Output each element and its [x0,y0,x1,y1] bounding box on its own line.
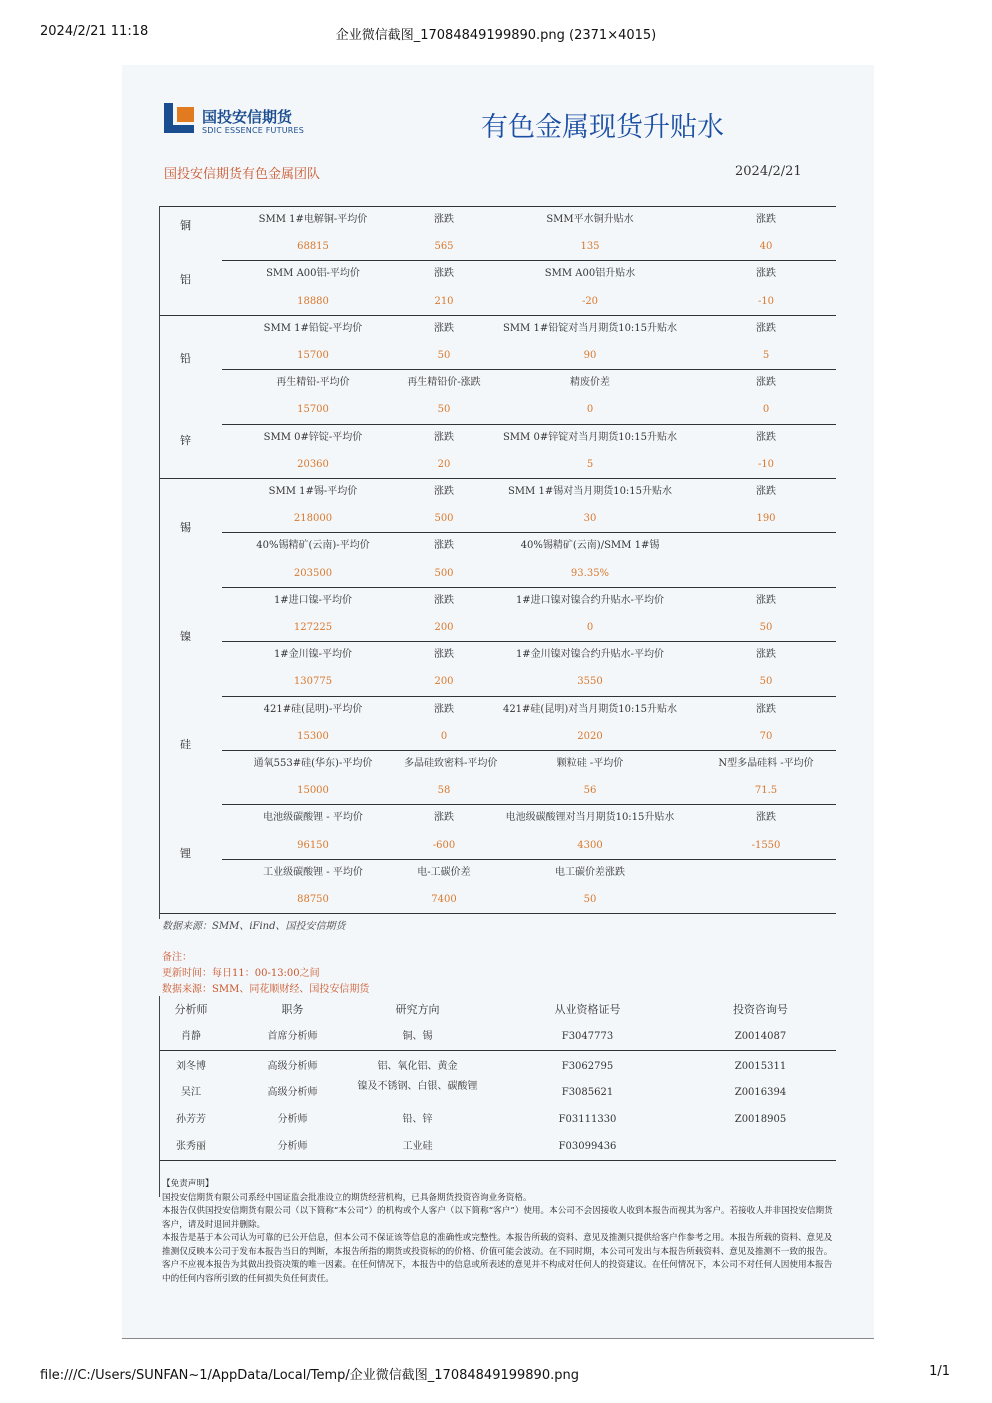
analyst-cell: F03099436 [558,1141,617,1152]
analyst-header-cell: 分析师 [174,1003,208,1016]
header-cell: 涨跌 [756,431,776,443]
header-row [222,641,836,668]
analyst-cell: Z0018905 [734,1114,787,1126]
value-cell: 135 [580,241,600,253]
header-row [222,315,836,342]
header-cell: SMM 1#锡-平均价 [268,486,358,497]
header-cell: SMM平水铜升贴水 [546,214,634,225]
metal-label: 锂 [180,847,191,861]
logo-english-name: SDIC ESSENCE FUTURES [202,126,305,135]
value-cell: -10 [757,295,775,307]
header-cell: N型多晶硅料 -平均价 [718,758,814,769]
metal-label: 铜 [180,218,191,232]
analyst-cell: Z0014087 [734,1030,787,1042]
page-bottom-rule [122,1338,874,1339]
update-time-note: 更新时间：每日11：00-13:00之间 [162,968,320,979]
value-row [222,451,836,478]
table-left-rule [159,206,160,919]
header-row [222,696,836,723]
header-cell: 涨跌 [434,322,454,334]
analyst-cell: 孙芳芳 [176,1114,206,1126]
value-row [222,342,836,369]
header-cell: 涨跌 [434,214,454,225]
value-cell: 15300 [297,730,329,742]
header-cell: 421#硅(昆明)-平均价 [263,703,363,715]
analyst-cell: 铅、锌 [402,1114,433,1126]
value-cell: 130775 [293,676,333,688]
header-cell: 40%锡精矿(云南)/SMM 1#锡 [520,540,660,552]
value-cell: 58 [437,785,451,797]
value-cell: 0 [586,404,594,416]
metal-label: 铅 [180,352,191,366]
value-cell: 50 [437,404,451,416]
header-cell: SMM 1#锡对当月期货10:15升贴水 [507,486,673,497]
team-name: 国投安信期货有色金属团队 [164,167,321,182]
analyst-cell: 高级分析师 [267,1087,318,1099]
value-cell: -1550 [751,839,781,851]
header-cell: 涨跌 [756,268,776,280]
disclaimer-paragraph: 本报告仅供国投安信期货有限公司（以下简称“本公司”）的机构或个人客户（以下简称“客户”）使用。本公司不会因接收人收到本报告而视其为客户。若接收人并非国投安信期货客户，请及时退回并删除。 [162,1206,833,1230]
data-source: 数据来源：SMM、iFind、国投安信期货 [162,921,346,932]
analyst-row [160,1053,836,1080]
value-cell: 190 [756,513,776,525]
value-cell: 93.35% [570,567,610,579]
value-cell: 50 [759,676,773,688]
value-cell [696,886,836,913]
disclaimer-paragraph: 本报告是基于本公司认为可靠的已公开信息，但本公司不保证该等信息的准确性或完整性。本报告所载的资料、意见及推测只提供给客户作参考之用。本报告所载的资料、意见及推测仅反映本公司于发布本报告当日的判断，本报告所指的期货或投资标的的价格、价值可能会波动。在不同时期，本公司可发出与本报告所载资料、意见及推测不一致的报告。客户不应视本报告为其做出投资决策的唯一因素。在任何情况下，本报告中的信息或所表述的意见并不构成对任何人的投资建议。在任何情况下，本公司不对任何人因使用本报告中的任何内容所引致的任何损失负任何责任。 [162,1233,833,1284]
analyst-cell: F03111330 [558,1114,617,1126]
value-cell: -10 [757,458,775,470]
header-cell: SMM 1#铅锭-平均价 [263,322,363,334]
value-cell: 500 [434,513,454,525]
disclaimer-paragraph: 国投安信期货有限公司系经中国证监会批准设立的期货经营机构，已具备期货投资咨询业务资格。 [162,1192,532,1203]
value-cell: 218000 [293,513,333,525]
analyst-cell: 分析师 [277,1141,308,1152]
header-cell: 通氧553#硅(华东)-平均价 [253,758,373,769]
value-cell: 200 [434,676,454,688]
analyst-row [160,1133,836,1160]
header-row [222,804,836,831]
value-cell [696,560,836,587]
value-row [222,233,836,260]
logo-chinese-name: 国投安信期货 [202,108,293,126]
value-cell: 20 [437,458,451,470]
browser-footer-path: file:///C:/Users/SUNFAN~1/AppData/Local/Temp/企业微信截图_17084849199890.png [40,1368,579,1383]
header-cell: 涨跌 [434,486,454,497]
header-cell: 多晶硅致密料-平均价 [404,758,498,769]
header-cell: 涨跌 [434,431,454,443]
header-row [222,478,836,505]
value-cell: 4300 [577,839,603,851]
analyst-cell: 工业硅 [402,1141,433,1152]
header-cell: 1#金川镍对镍合约升贴水-平均价 [515,649,665,661]
value-cell: 50 [437,350,451,361]
value-row [222,886,836,913]
analyst-header-cell: 从业资格证号 [554,1003,621,1016]
value-cell: -20 [581,295,599,307]
header-row [222,260,836,287]
metal-label: 锌 [180,433,191,447]
company-logo [164,103,305,139]
header-row [222,859,836,886]
value-row [222,396,836,423]
group-rule [160,913,836,914]
notes-source: 数据来源：SMM、同花顺财经、国投安信期货 [162,984,370,995]
value-cell: 0 [440,730,448,742]
value-cell: 127225 [293,622,333,633]
header-cell: 1#进口镍对镍合约升贴水-平均价 [515,594,665,606]
header-cell: 1#金川镍-平均价 [273,649,353,661]
header-cell: SMM A00铝升贴水 [544,268,636,280]
analyst-header-cell: 投资咨询号 [733,1003,788,1016]
header-cell: 电池级碳酸锂 - 平均价 [263,812,363,824]
header-cell [696,859,836,886]
header-cell: 涨跌 [434,649,454,661]
header-cell: SMM 1#电解铜-平均价 [258,214,368,225]
value-cell: 0 [586,622,594,633]
browser-timestamp: 2024/2/21 11:18 [40,24,149,39]
header-cell: 涨跌 [434,268,454,280]
browser-page-title: 企业微信截图_17084849199890.png (2371×4015) [335,28,657,43]
value-cell: 200 [434,622,454,633]
value-cell: 56 [583,785,597,797]
header-cell: 再生精铅-平均价 [276,377,350,389]
analyst-cell: 铜、锡 [402,1030,433,1042]
header-cell: 421#硅(昆明)对当月期货10:15升贴水 [502,703,678,715]
metal-label: 硅 [180,738,191,752]
value-cell: 70 [759,730,773,742]
header-cell: 涨跌 [756,214,776,225]
value-cell: 210 [434,295,454,307]
value-cell: 15700 [297,404,329,416]
value-cell: -600 [432,839,456,851]
analyst-cell: Z0016394 [734,1087,787,1099]
header-cell: SMM A00铝-平均价 [266,268,360,280]
header-row [222,750,836,777]
value-cell: 40 [759,241,773,253]
header-cell [696,532,836,559]
value-row [222,288,836,315]
analyst-row [160,1106,836,1133]
analyst-cell: 首席分析师 [267,1030,318,1042]
value-cell: 203500 [293,567,333,579]
value-cell: 7400 [431,894,457,905]
analyst-cell: 高级分析师 [267,1060,318,1072]
header-cell: SMM 0#锌锭对当月期货10:15升贴水 [502,431,678,443]
analyst-cell: 铝、氧化铝、黄金 [377,1060,458,1072]
analyst-cell: F3085621 [561,1087,614,1099]
value-row [222,777,836,804]
value-cell: 5 [586,458,594,470]
value-cell: 96150 [297,839,329,851]
analyst-row [160,1079,836,1106]
analyst-cell: 分析师 [277,1114,308,1126]
disclaimer-title: 【免责声明】 [162,1179,214,1189]
header-cell: 40%锡精矿(云南)-平均价 [256,540,370,552]
value-cell: 18880 [297,295,329,307]
header-cell: 涨跌 [756,486,776,497]
header-cell: 精废价差 [570,377,610,389]
analyst-row [160,1023,836,1050]
value-cell: 88750 [297,894,329,905]
report-date: 2024/2/21 [735,164,802,179]
value-row [222,668,836,695]
header-cell: 涨跌 [756,703,776,715]
report-sheet [122,65,874,1338]
header-cell: 涨跌 [434,594,454,606]
disclaimer [162,1178,834,1286]
header-cell: 涨跌 [756,594,776,606]
value-cell: 71.5 [754,785,778,797]
header-cell: SMM 0#锌锭-平均价 [263,431,363,443]
header-cell: 电工碳价差涨跌 [555,866,625,878]
value-cell: 15000 [297,785,329,797]
value-cell: 565 [434,241,454,253]
value-cell: 90 [583,350,597,361]
header-cell: 再生精铅价-涨跌 [407,377,481,389]
header-row [222,206,836,233]
value-cell: 50 [583,894,597,905]
header-cell: 电-工碳价差 [417,866,471,878]
analyst-header-row [160,996,836,1023]
header-cell: 涨跌 [756,322,776,334]
analyst-header-cell: 研究方向 [395,1003,440,1016]
analyst-cell [685,1133,836,1160]
value-row [222,560,836,587]
analyst-cell: Z0015311 [734,1060,787,1072]
header-cell: 颗粒硅 -平均价 [556,758,624,769]
header-cell: 涨跌 [756,649,776,661]
page-count: 1/1 [929,1364,950,1379]
header-row [222,587,836,614]
header-row [222,532,836,559]
header-cell: 1#进口镍-平均价 [273,594,353,606]
header-cell: 涨跌 [756,812,776,824]
analyst-header-cell: 职务 [281,1003,304,1016]
value-cell: 20360 [297,458,329,470]
report-title: 有色金属现货升贴水 [481,112,724,143]
metal-label: 锡 [180,520,191,534]
value-cell: 50 [759,622,773,633]
value-cell: 15700 [297,350,329,361]
value-cell: 2020 [577,730,603,742]
header-row [222,369,836,396]
analyst-cell: F3047773 [561,1030,614,1042]
header-cell: SMM 1#铅锭对当月期货10:15升贴水 [502,322,678,334]
analyst-cell: F3062795 [561,1060,614,1072]
value-row [222,614,836,641]
header-cell: 涨跌 [756,377,776,389]
value-cell: 3550 [577,676,603,688]
header-row [222,424,836,451]
value-cell: 500 [434,567,454,579]
notes-label: 备注： [162,952,192,963]
value-cell: 5 [762,350,770,361]
header-cell: 涨跌 [434,703,454,715]
value-row [222,832,836,859]
analyst-cell: 肖静 [181,1030,201,1042]
value-cell: 0 [762,404,770,416]
metal-label: 铝 [180,273,191,287]
value-cell: 30 [583,513,597,525]
metal-label: 镍 [180,629,191,643]
analyst-cell: 刘冬博 [176,1060,206,1072]
header-cell: 电池级碳酸锂对当月期货10:15升贴水 [505,812,675,824]
header-cell: 工业级碳酸锂 - 平均价 [263,866,363,878]
analyst-cell: 张秀丽 [176,1141,206,1152]
value-row [222,723,836,750]
value-row [222,505,836,532]
header-cell: 涨跌 [434,540,454,552]
header-cell: 涨跌 [434,812,454,824]
analyst-cell: 吴江 [181,1087,201,1099]
value-cell: 68815 [297,241,329,253]
analyst-cell: 镍及不锈钢、白银、碳酸锂 [357,1081,478,1093]
